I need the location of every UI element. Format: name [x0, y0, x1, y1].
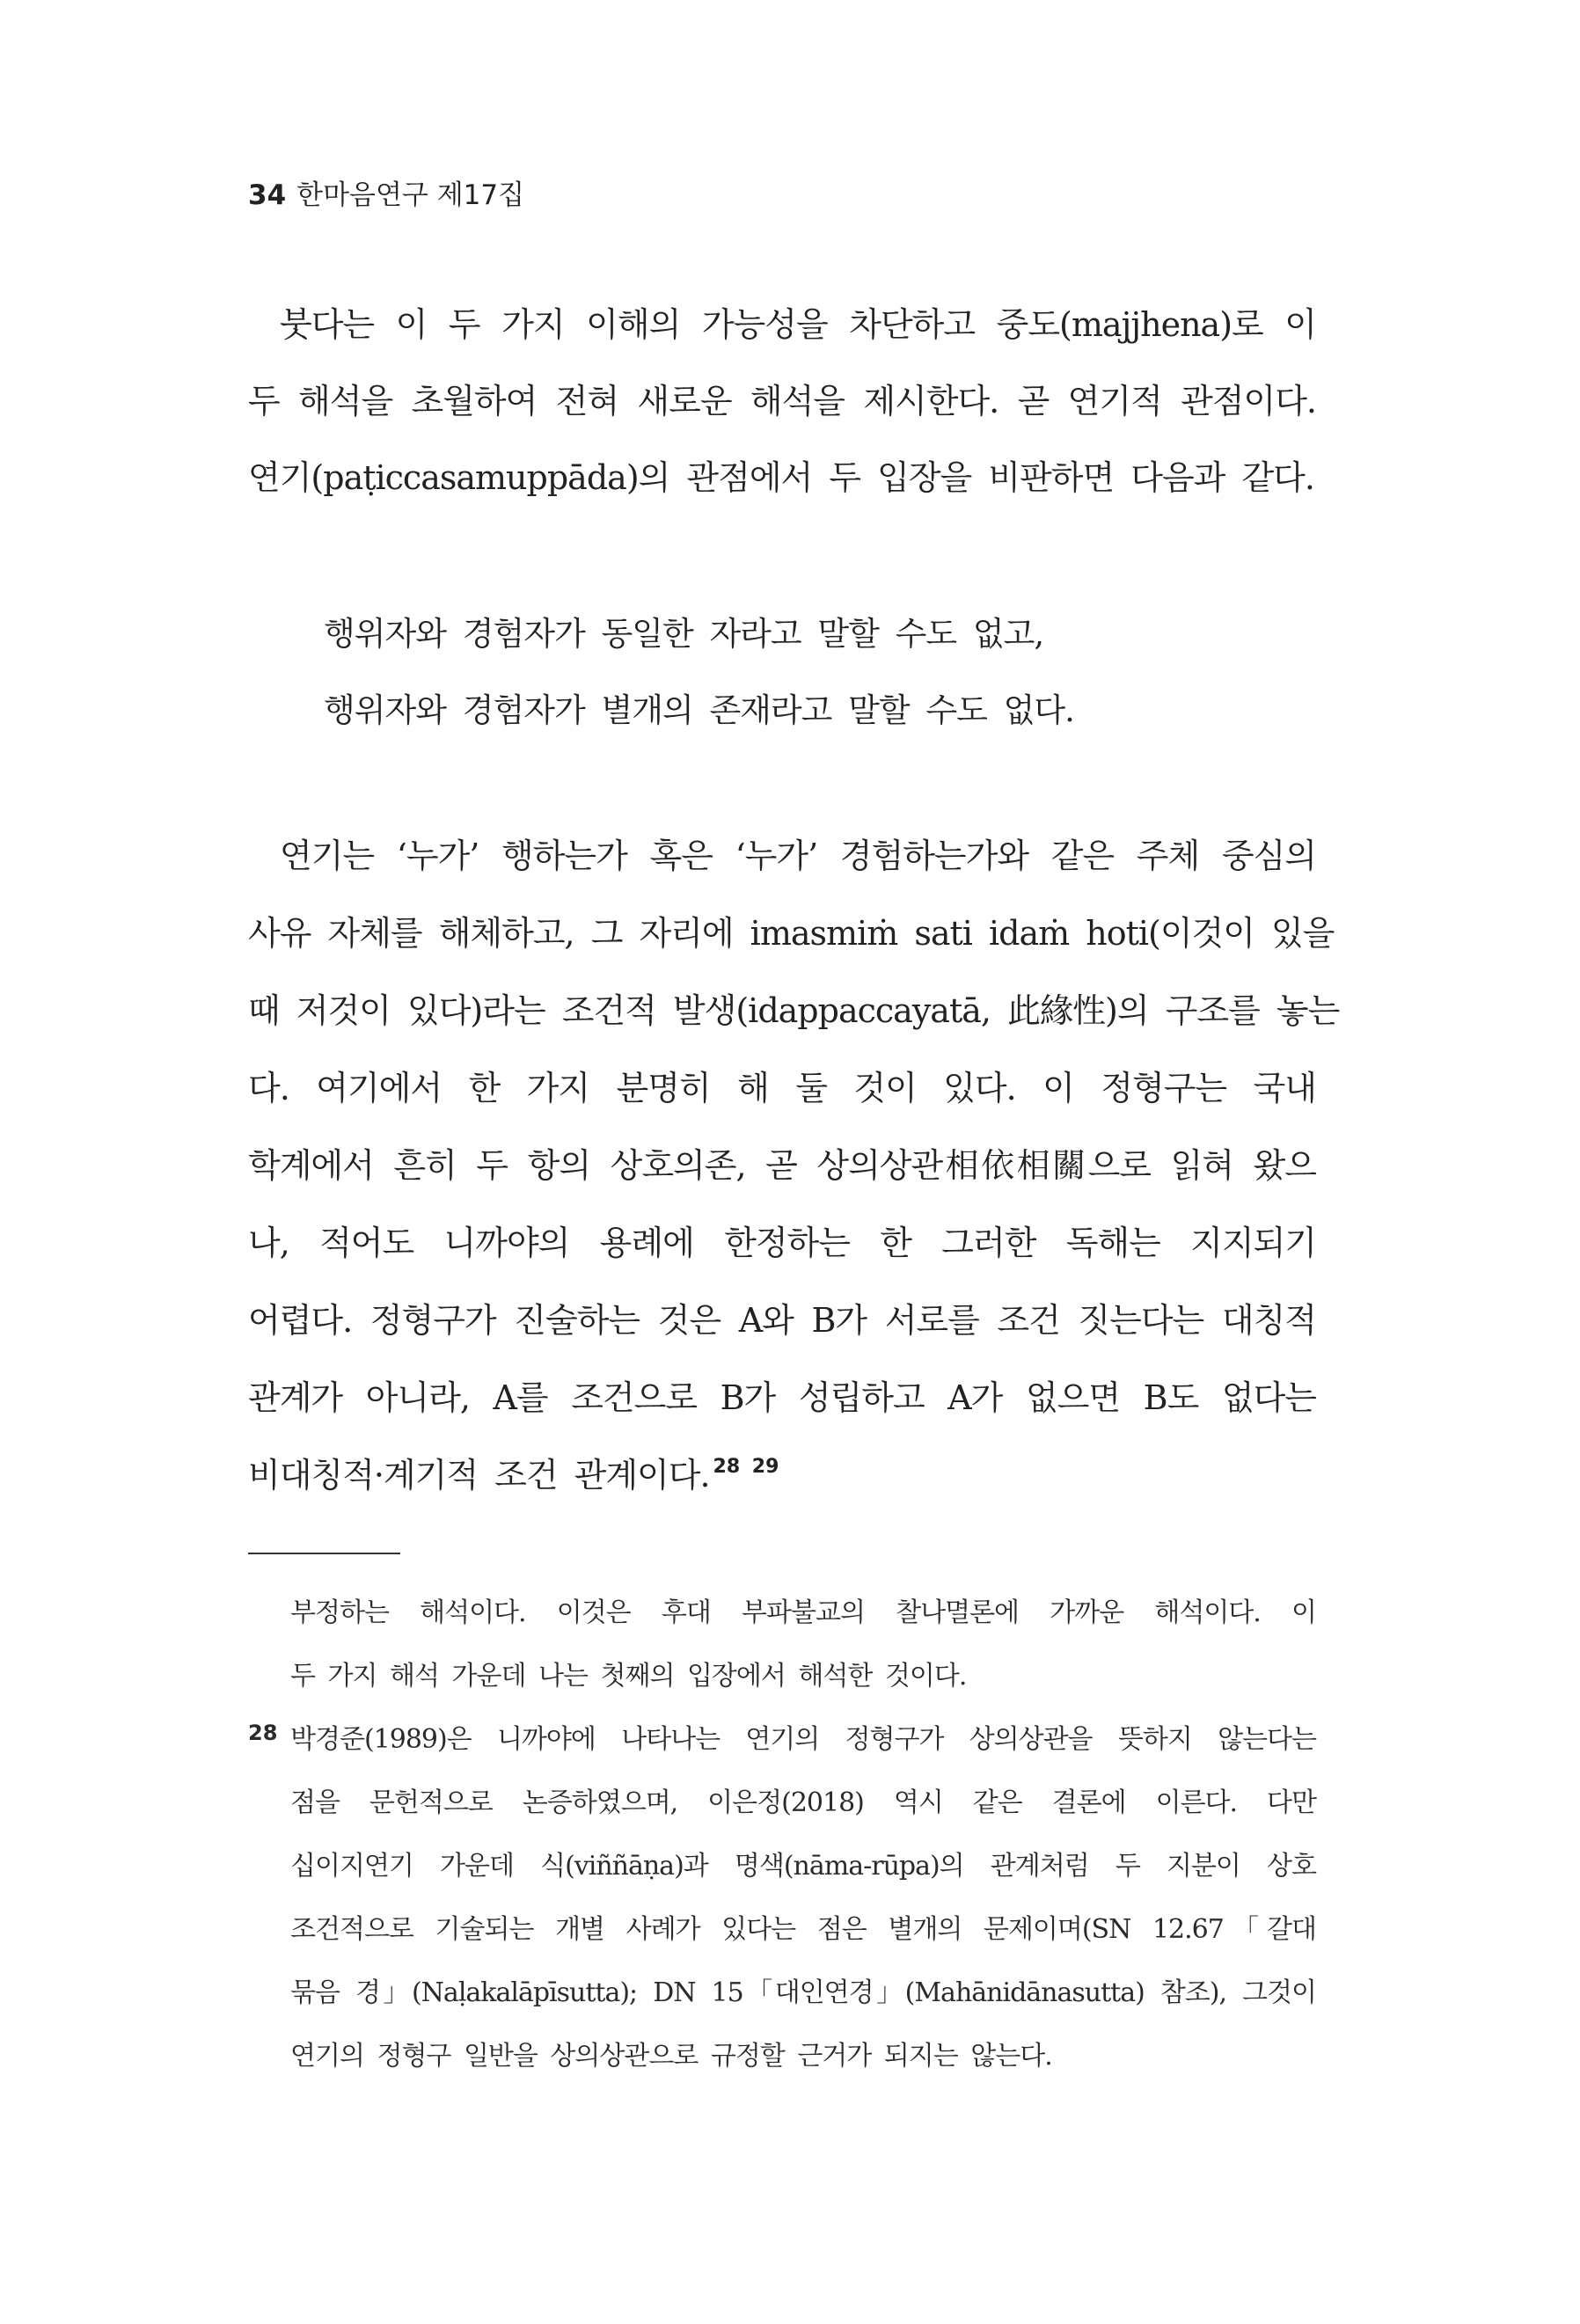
footnote-28-line: 점을 문헌적으로 논증하였으며, 이은정(2018) 역시 같은 결론에 이른다. 다만 — [290, 1787, 1316, 1818]
footnote-separator — [248, 1553, 400, 1554]
footnote-continued-line: 두 가지 해석 가운데 나는 첫째의 입장에서 해석한 것이다. — [290, 1661, 967, 1692]
paragraph-2-line: 어렵다. 정형구가 진술하는 것은 A와 B가 서로를 조건 짓는다는 대칭적 — [248, 1301, 1316, 1340]
paragraph-2-line: 학계에서 흔히 두 항의 상호의존, 곧 상의상관相依相關으로 읽혀 왔으 — [248, 1146, 1316, 1185]
paragraph-1-line: 두 해석을 초월하여 전혀 새로운 해석을 제시한다. 곧 연기적 관점이다. — [248, 382, 1316, 420]
paragraph-2-line: 다. 여기에서 한 가지 분명히 해 둘 것이 있다. 이 정형구는 국내 — [248, 1069, 1316, 1107]
paragraph-2-line: 사유 자체를 해체하고, 그 자리에 imasmiṁ sati idaṁ hoti(이것이 있을 — [248, 914, 1335, 953]
footnote-28-line: 묶음 경」(Naḷakalāpīsutta); DN 15「대인연경」(Mahānidānasutta) 참조), 그것이 — [290, 1977, 1316, 2008]
footnote-28-line: 조건적으로 기술되는 개별 사례가 있다는 점은 별개의 문제이며(SN 12.67「갈대 — [290, 1914, 1316, 1945]
footnote-number: 28 — [248, 1721, 278, 1745]
footnote-28-line: 연기의 정형구 일반을 상의상관으로 규정할 근거가 되지는 않는다. — [290, 2041, 1052, 2072]
block-quote-line: 행위자와 경험자가 동일한 자라고 말할 수도 없고, — [324, 615, 1044, 653]
footnote-continued-line: 부정하는 해석이다. 이것은 후대 부파불교의 찰나멸론에 가까운 해석이다. 이 — [290, 1597, 1316, 1628]
paragraph-2-line: 때 저것이 있다)라는 조건적 발생(idappaccayatā, 此緣性)의 구조를 놓는 — [248, 991, 1340, 1030]
paragraph-2-line: 나, 적어도 니까야의 용례에 한정하는 한 그러한 독해는 지지되기 — [248, 1224, 1316, 1262]
paragraph-2-line: 연기는 ‘누가’ 행하는가 혹은 ‘누가’ 경험하는가와 같은 주체 중심의 — [280, 837, 1316, 875]
paragraph-1-line: 붓다는 이 두 가지 이해의 가능성을 차단하고 중도(majjhena)로 이 — [280, 305, 1316, 344]
page-number: 34 — [248, 179, 287, 211]
journal-title: 한마음연구 제17집 — [296, 179, 525, 211]
footnote-reference[interactable]: 28 29 — [713, 1456, 779, 1478]
footnote-28-line: 십이지연기 가운데 식(viññāṇa)과 명색(nāma-rūpa)의 관계처럼 두 지분이 상호 — [290, 1851, 1316, 1882]
paragraph-2-line: 관계가 아니라, A를 조건으로 B가 성립하고 A가 없으면 B도 없다는 — [248, 1378, 1316, 1417]
paragraph-1-line: 연기(paṭiccasamuppāda)의 관점에서 두 입장을 비판하면 다음과 같다. — [248, 458, 1314, 497]
running-header — [248, 172, 524, 212]
paragraph-2-final-text: 비대칭적·계기적 조건 관계이다. — [248, 1456, 710, 1495]
paragraph-2-line — [248, 1448, 1316, 1496]
footnote-28-line: 박경준(1989)은 니까야에 나타나는 연기의 정형구가 상의상관을 뜻하지 않는다는 — [290, 1724, 1316, 1755]
block-quote-line: 행위자와 경험자가 별개의 존재라고 말할 수도 없다. — [324, 691, 1074, 729]
